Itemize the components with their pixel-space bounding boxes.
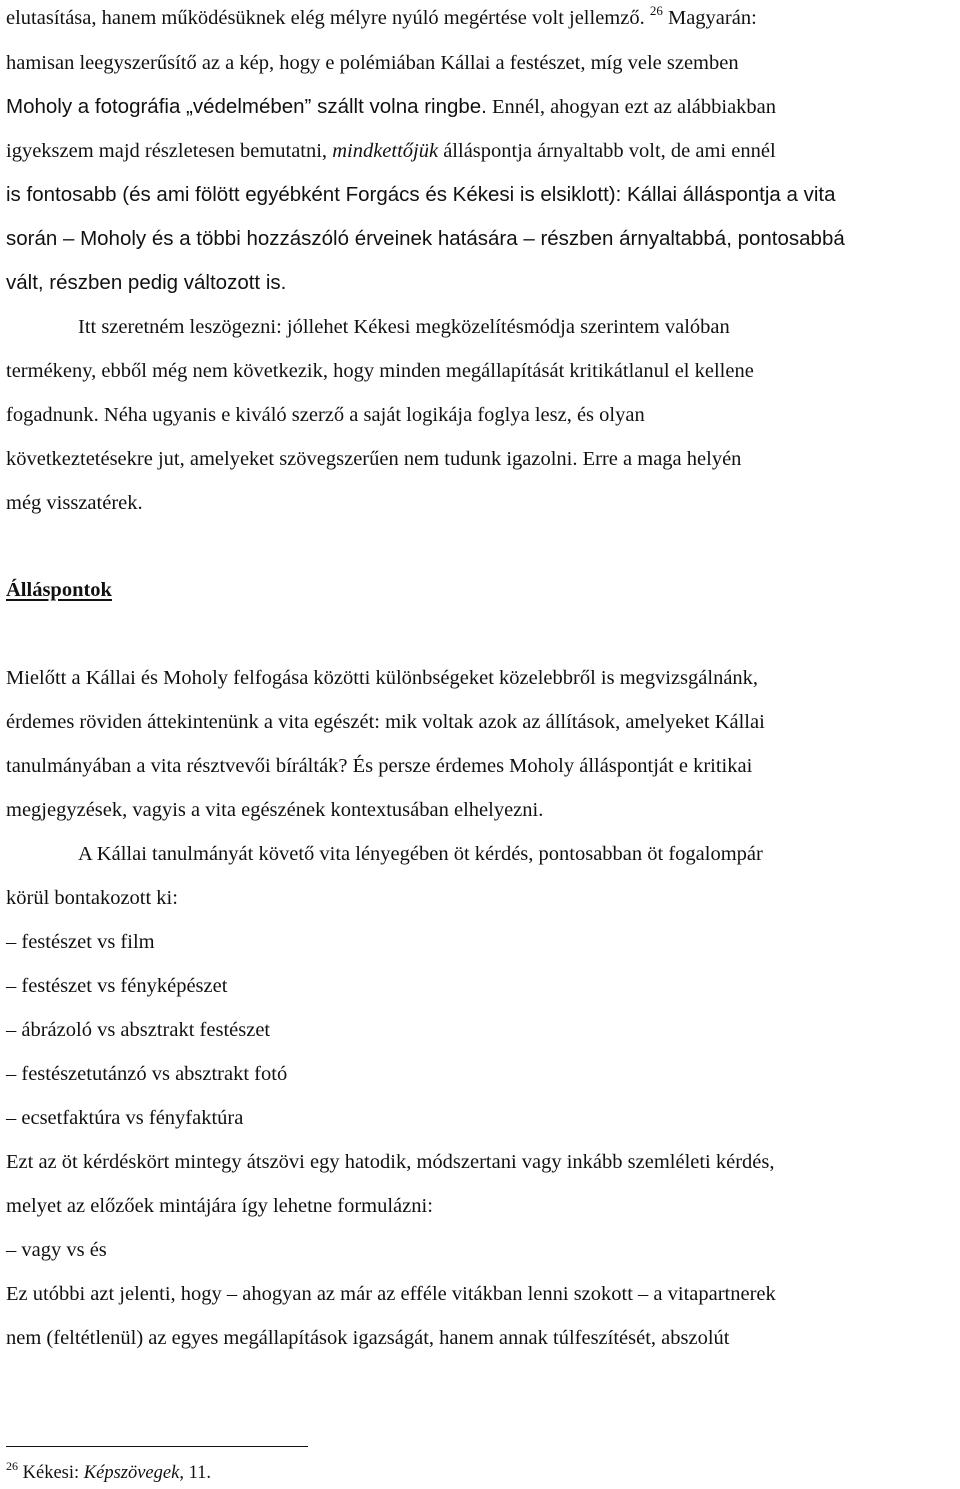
list-item: – festészetutánzó vs absztrakt fotó bbox=[6, 1063, 288, 1085]
paragraph-line bbox=[6, 139, 776, 163]
paragraph-line: még visszatérek. bbox=[6, 492, 143, 514]
paragraph-line: körül bontakozott ki: bbox=[6, 887, 178, 909]
paragraph-line: vált, részben pedig változott is. bbox=[6, 271, 287, 294]
paragraph-line bbox=[6, 3, 757, 30]
list-item: – festészet vs film bbox=[6, 931, 155, 953]
paragraph-line: megjegyzések, vagyis a vita egészének kontextusában elhelyezni. bbox=[6, 799, 544, 821]
list-item: – ábrázoló vs absztrakt festészet bbox=[6, 1019, 271, 1041]
paragraph-line: Mielőtt a Kállai és Moholy felfogása közötti különbségeket közelebbről is megvizsgálnánk, bbox=[6, 667, 759, 689]
section-heading: Álláspontok bbox=[6, 579, 112, 601]
footnote-author: Kékesi: bbox=[22, 1463, 80, 1483]
paragraph-line: Ezt az öt kérdéskört mintegy átszövi egy hatodik, módszertani vagy inkább szemléleti kérdés, bbox=[6, 1151, 775, 1173]
emphasis-text: mindkettőjük bbox=[332, 140, 439, 162]
paragraph-line: A Kállai tanulmányát követő vita lényegében öt kérdés, pontosabban öt fogalompár bbox=[78, 843, 763, 865]
list-item: – ecsetfaktúra vs fényfaktúra bbox=[6, 1107, 244, 1129]
footnote-reference[interactable]: 26 bbox=[649, 3, 663, 18]
text-segment: Magyarán: bbox=[667, 7, 757, 29]
list-item: – vagy vs és bbox=[6, 1239, 107, 1261]
paragraph-line: Itt szeretném leszögezni: jóllehet Kékesi megközelítésmódja szerintem valóban bbox=[78, 316, 730, 338]
paragraph-line: termékeny, ebből még nem következik, hogy minden megállapítását kritikátlanul el kellene bbox=[6, 360, 754, 382]
paragraph-line: során – Moholy és a többi hozzászóló érveinek hatására – részben árnyaltabbá, pontosabbá bbox=[6, 227, 845, 250]
text-segment: Ennél, ahogyan ezt az alábbiakban bbox=[492, 96, 777, 118]
paragraph-line: nem (feltétlenül) az egyes megállapítások igazságát, hanem annak túlfeszítését, abszolút bbox=[6, 1327, 730, 1349]
text-segment: igyekszem majd részletesen bemutatni, bbox=[6, 140, 328, 162]
paragraph-line: következtetésekre jut, amelyeket szövegszerűen nem tudunk igazolni. Erre a maga helyén bbox=[6, 448, 742, 470]
paragraph-line: tanulmányában a vita résztvevői bírálták? És persze érdemes Moholy álláspontját e kritikai bbox=[6, 755, 753, 777]
paragraph-line: fogadnunk. Néha ugyanis e kiváló szerző a saját logikája foglya lesz, és olyan bbox=[6, 404, 645, 426]
text-segment: elutasítása, hanem működésüknek elég mélyre nyúló megértése volt jellemző. bbox=[6, 7, 645, 29]
paragraph-line: hamisan leegyszerűsítő az a kép, hogy e polémiában Kállai a festészet, míg vele szemben bbox=[6, 52, 739, 74]
paragraph-line bbox=[6, 95, 776, 119]
footnote-page: , 11. bbox=[179, 1463, 212, 1483]
text-segment: álláspontja árnyaltabb volt, de ami ennél bbox=[443, 140, 776, 162]
paragraph-line: is fontosabb (és ami fölött egyébként Forgács és Kékesi is elsiklott): Kállai álláspontja a vita bbox=[6, 183, 836, 206]
footnote-title: Képszövegek bbox=[83, 1463, 180, 1483]
paragraph-line: Ez utóbbi azt jelenti, hogy – ahogyan az már az efféle vitákban lenni szokott – a vitapartnerek bbox=[6, 1283, 776, 1305]
paragraph-line: érdemes röviden áttekintenünk a vita egészét: mik voltak azok az állítások, amelyeket Kállai bbox=[6, 711, 765, 733]
text-segment: Moholy a fotográfia „védelmében” szállt volna ringbe. bbox=[6, 95, 487, 118]
footnote-number: 26 bbox=[6, 1459, 18, 1473]
list-item: – festészet vs fényképészet bbox=[6, 975, 228, 997]
footnote bbox=[6, 1459, 212, 1484]
paragraph-line: melyet az előzőek mintájára így lehetne formulázni: bbox=[6, 1195, 433, 1217]
footnote-divider bbox=[6, 1446, 308, 1447]
